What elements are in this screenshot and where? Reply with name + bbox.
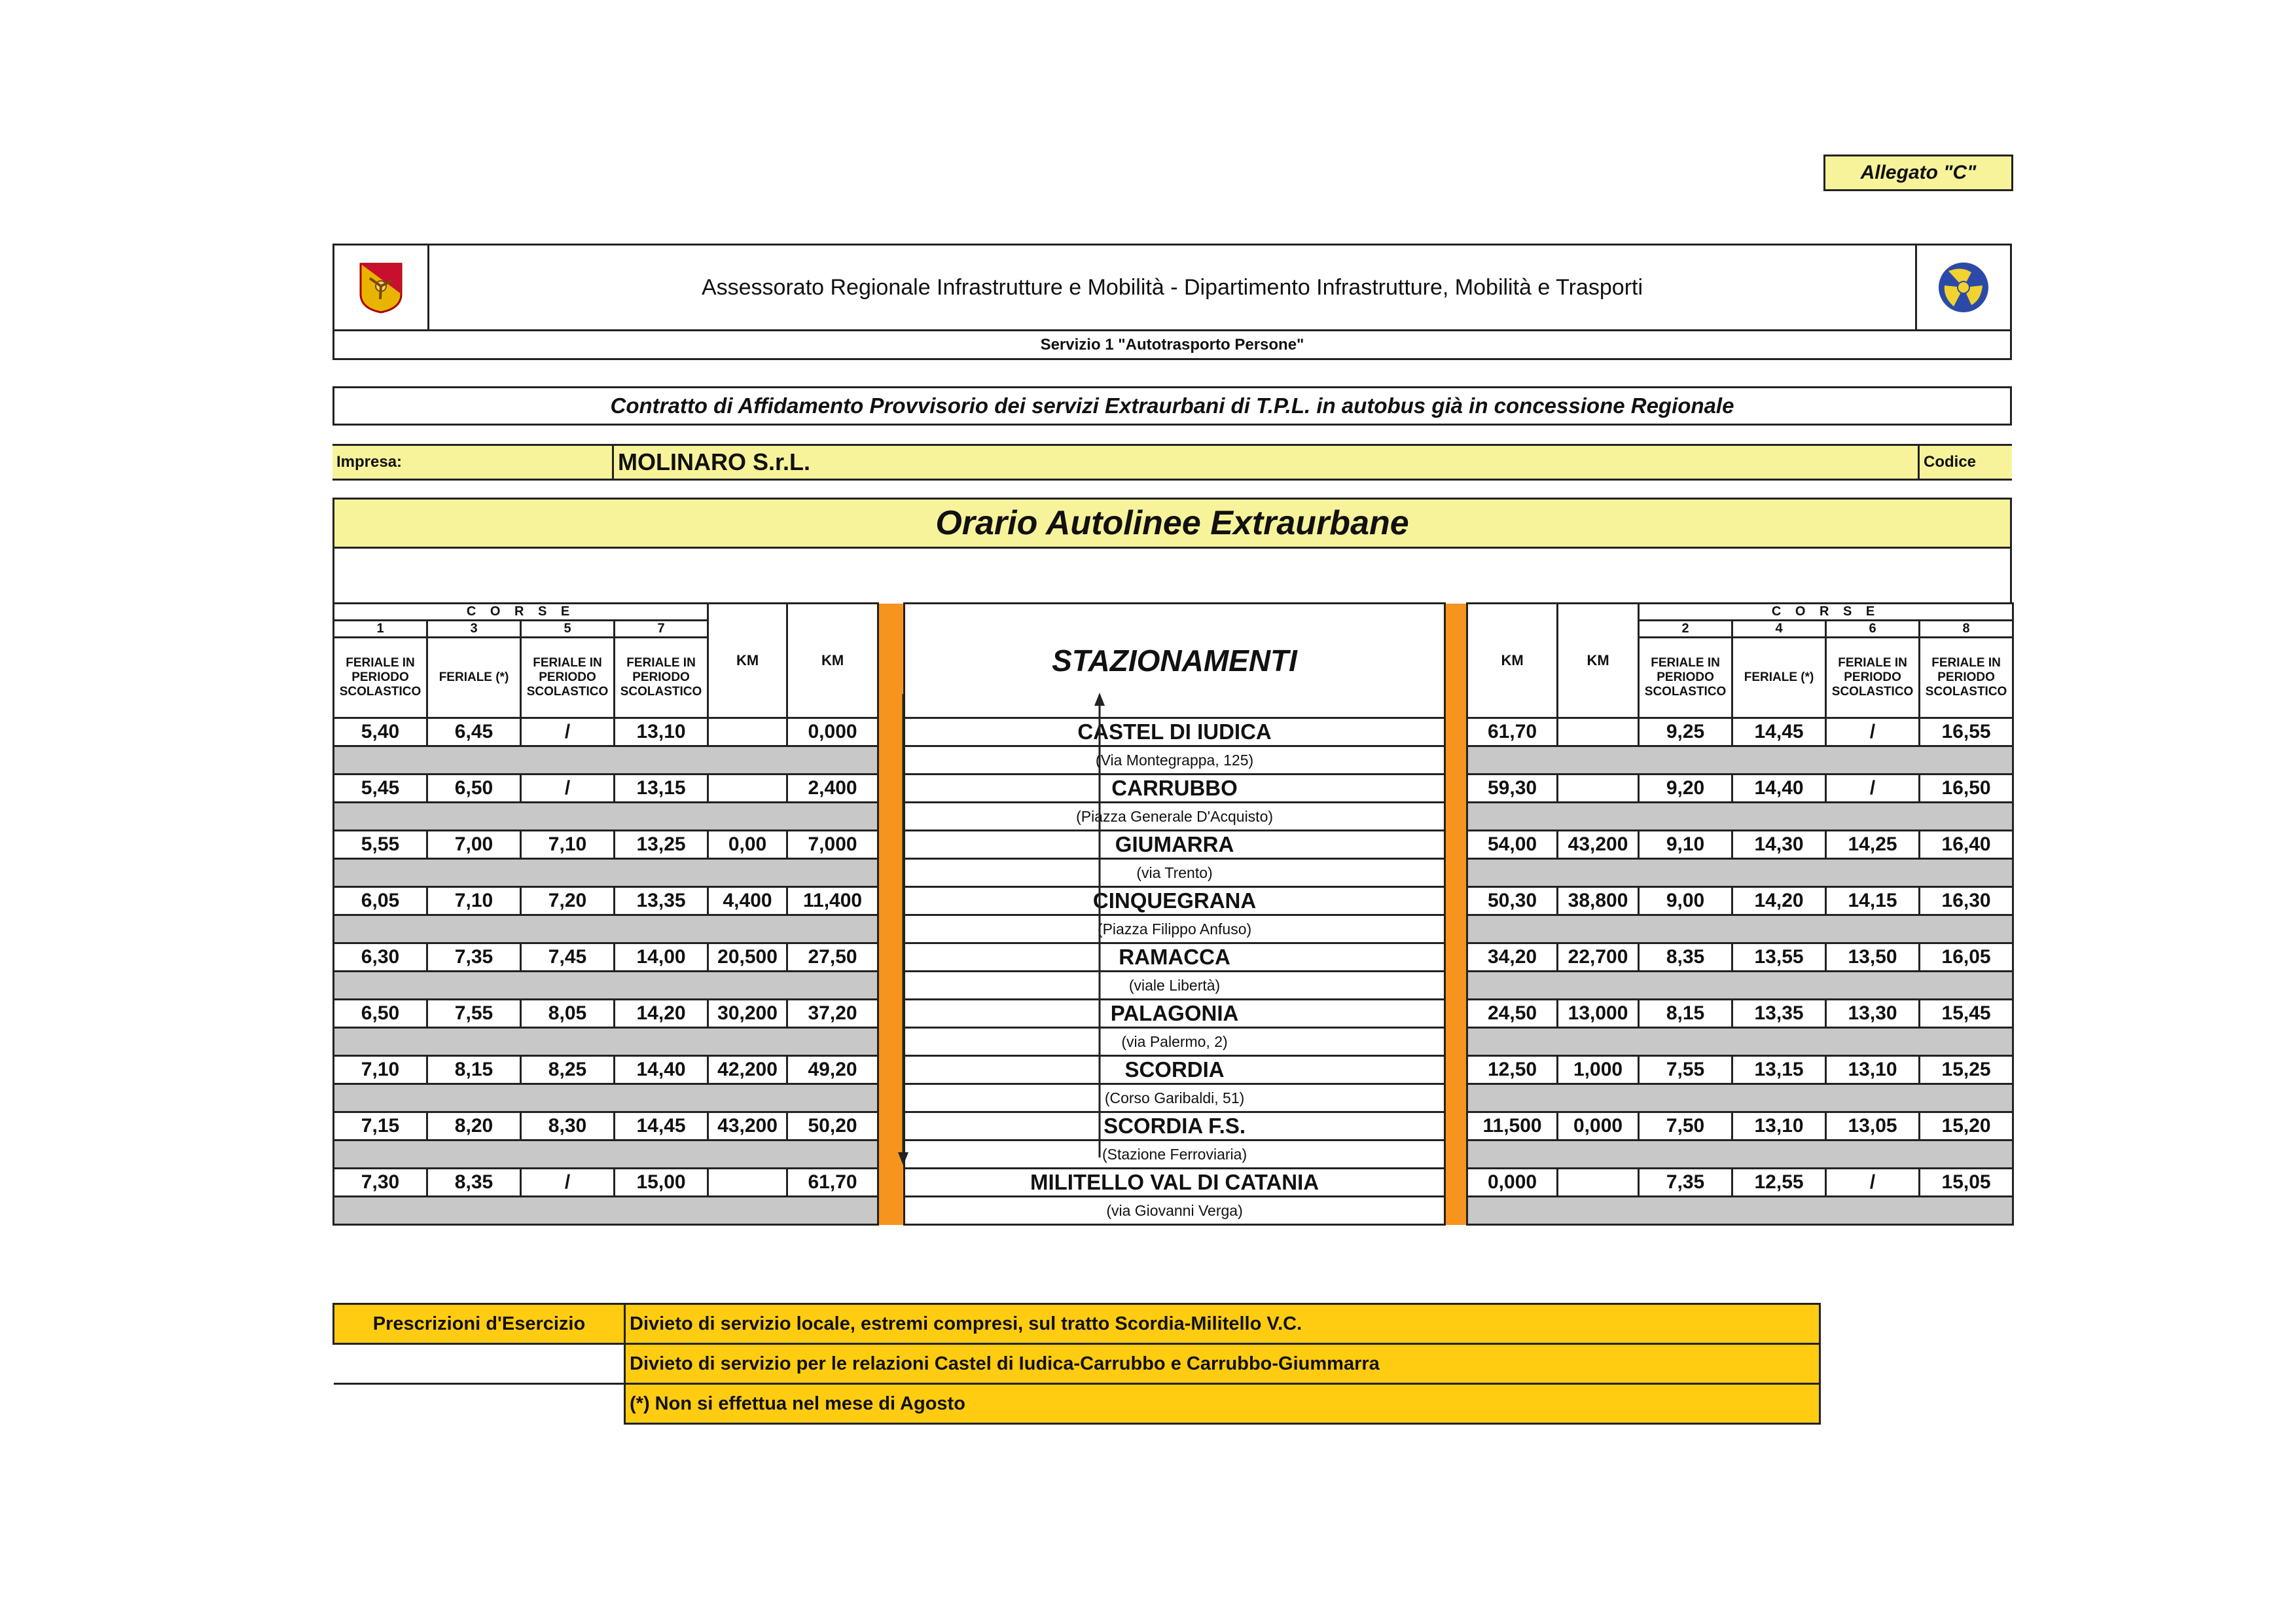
departure-time-left: 7,35: [427, 943, 521, 972]
corsa-number: 7: [615, 621, 708, 638]
km-right-2: 22,700: [1558, 943, 1639, 972]
departure-time-right: 7,35: [1639, 1169, 1732, 1197]
stop-address: (via Trento): [905, 859, 1445, 887]
km-right-2: 43,200: [1558, 831, 1639, 859]
km-left-1: 42,200: [708, 1056, 787, 1084]
departure-time-right: 7,55: [1639, 1056, 1732, 1084]
departure-time-left: 5,40: [334, 718, 427, 746]
prescrizioni-spacer: [334, 1344, 625, 1384]
km-right-1: 50,30: [1467, 887, 1558, 915]
corsa-number: 4: [1732, 621, 1826, 638]
km-right-2: [1558, 1169, 1639, 1197]
departure-time-right: 13,35: [1732, 1000, 1826, 1028]
departure-time-right: 9,20: [1639, 775, 1732, 803]
corsa-type: FERIALE (*): [1732, 638, 1826, 718]
stop-row: [334, 1056, 2013, 1084]
departure-time-left: 13,25: [615, 831, 708, 859]
corsa-type: FERIALE IN PERIODO SCOLASTICO: [334, 638, 427, 718]
gray-spacer: [1467, 915, 2013, 943]
km-right-1: 24,50: [1467, 1000, 1558, 1028]
stop-row: [334, 1000, 2013, 1028]
km-left-1: [708, 718, 787, 746]
departure-time-left: 6,50: [334, 1000, 427, 1028]
gray-spacer: [334, 1140, 878, 1169]
departure-time-left: 7,10: [334, 1056, 427, 1084]
codice-label: Codice: [1918, 446, 2012, 479]
km-left-2: 0,000: [787, 718, 878, 746]
km-right-header-2: KM: [1558, 604, 1639, 718]
departure-time-right: 7,50: [1639, 1112, 1732, 1140]
km-right-1: 59,30: [1467, 775, 1558, 803]
km-left-1: 0,00: [708, 831, 787, 859]
departure-time-left: 8,30: [521, 1112, 615, 1140]
prescrizione-item: Divieto di servizio per le relazioni Castel di Iudica-Carrubbo e Carrubbo-Giummarra: [625, 1344, 1820, 1384]
km-right-1: 61,70: [1467, 718, 1558, 746]
departure-time-left: 14,00: [615, 943, 708, 972]
prescrizioni-label: Prescrizioni d'Esercizio: [334, 1304, 625, 1344]
km-left-2: 11,400: [787, 887, 878, 915]
km-left-2: 49,20: [787, 1056, 878, 1084]
departure-time-right: 13,10: [1732, 1112, 1826, 1140]
km-right-2: [1558, 775, 1639, 803]
gray-spacer: [334, 803, 878, 831]
stop-name: CINQUEGRANA: [905, 887, 1445, 915]
departure-time-left: 7,10: [521, 831, 615, 859]
stop-row: [334, 1169, 2013, 1197]
km-right-1: 0,000: [1467, 1169, 1558, 1197]
departure-time-left: 7,10: [427, 887, 521, 915]
contratto-title: Contratto di Affidamento Provvisorio dei servizi Extraurbani di T.P.L. in autobus già in concessione Regionale: [332, 386, 2012, 426]
departure-time-left: 7,00: [427, 831, 521, 859]
km-left-2: 61,70: [787, 1169, 878, 1197]
departure-time-left: 6,45: [427, 718, 521, 746]
gray-spacer: [334, 915, 878, 943]
gray-spacer: [1467, 1084, 2013, 1112]
address-row: [334, 972, 2013, 1000]
departure-time-right: 14,40: [1732, 775, 1826, 803]
km-right-1: 54,00: [1467, 831, 1558, 859]
departure-time-right: 15,25: [1920, 1056, 2013, 1084]
km-right-2: 0,000: [1558, 1112, 1639, 1140]
departure-time-right: 16,40: [1920, 831, 2013, 859]
address-row: [334, 1028, 2013, 1056]
departure-time-left: 5,55: [334, 831, 427, 859]
stop-row: [334, 718, 2013, 746]
stop-row: [334, 1112, 2013, 1140]
gray-spacer: [1467, 1197, 2013, 1225]
corsa-type: FERIALE IN PERIODO SCOLASTICO: [1920, 638, 2013, 718]
prescrizioni-spacer: [334, 1384, 625, 1424]
departure-time-right: 13,15: [1732, 1056, 1826, 1084]
departure-time-right: 13,05: [1826, 1112, 1920, 1140]
trinacria-logo-icon: [1915, 246, 2010, 329]
corsa-type: FERIALE IN PERIODO SCOLASTICO: [1639, 638, 1732, 718]
departure-time-left: 7,20: [521, 887, 615, 915]
corsa-number: 3: [427, 621, 521, 638]
departure-time-right: 8,35: [1639, 943, 1732, 972]
gray-spacer: [334, 1197, 878, 1225]
km-left-1: 20,500: [708, 943, 787, 972]
corsa-number: 5: [521, 621, 615, 638]
departure-time-right: 16,50: [1920, 775, 2013, 803]
prescrizioni-table: [332, 1303, 1821, 1425]
departure-time-left: 8,05: [521, 1000, 615, 1028]
km-left-2: 27,50: [787, 943, 878, 972]
departure-time-left: 8,25: [521, 1056, 615, 1084]
stop-name: SCORDIA: [905, 1056, 1445, 1084]
departure-time-left: 6,50: [427, 775, 521, 803]
departure-time-left: 8,35: [427, 1169, 521, 1197]
km-left-1: 30,200: [708, 1000, 787, 1028]
sicily-coat-of-arms-icon: [334, 246, 429, 329]
km-right-2: 13,000: [1558, 1000, 1639, 1028]
stop-name: GIUMARRA: [905, 831, 1445, 859]
km-right-2: [1558, 718, 1639, 746]
departure-time-left: 14,45: [615, 1112, 708, 1140]
departure-time-right: 9,00: [1639, 887, 1732, 915]
departure-time-right: 14,20: [1732, 887, 1826, 915]
km-left-1: [708, 1169, 787, 1197]
departure-time-left: 7,55: [427, 1000, 521, 1028]
departure-time-left: 15,00: [615, 1169, 708, 1197]
km-left-2: 50,20: [787, 1112, 878, 1140]
header-box: [332, 244, 2012, 331]
corsa-number: 6: [1826, 621, 1920, 638]
departure-time-left: /: [521, 1169, 615, 1197]
departure-time-right: 16,05: [1920, 943, 2013, 972]
stop-name: PALAGONIA: [905, 1000, 1445, 1028]
departure-time-left: /: [521, 718, 615, 746]
departure-time-left: 6,30: [334, 943, 427, 972]
corsa-number: 8: [1920, 621, 2013, 638]
departure-time-left: 14,20: [615, 1000, 708, 1028]
km-right-header-1: KM: [1467, 604, 1558, 718]
km-right-1: 34,20: [1467, 943, 1558, 972]
stop-name: CARRUBBO: [905, 775, 1445, 803]
departure-time-right: 14,15: [1826, 887, 1920, 915]
departure-time-right: 14,45: [1732, 718, 1826, 746]
departure-time-right: /: [1826, 718, 1920, 746]
stop-row: [334, 775, 2013, 803]
departure-time-right: 12,55: [1732, 1169, 1826, 1197]
timetable: [332, 602, 2014, 1226]
corsa-type: FERIALE IN PERIODO SCOLASTICO: [1826, 638, 1920, 718]
departure-time-right: 13,55: [1732, 943, 1826, 972]
stop-name: SCORDIA F.S.: [905, 1112, 1445, 1140]
gray-spacer: [334, 1084, 878, 1112]
corsa-type: FERIALE IN PERIODO SCOLASTICO: [521, 638, 615, 718]
stop-row: [334, 943, 2013, 972]
header-title: Assessorato Regionale Infrastrutture e Mobilità - Dipartimento Infrastrutture, Mobilità e Trasporti: [701, 274, 1643, 300]
gray-spacer: [334, 972, 878, 1000]
impresa-row: [332, 444, 2012, 481]
corsa-type: FERIALE (*): [427, 638, 521, 718]
departure-time-left: 7,15: [334, 1112, 427, 1140]
departure-time-left: 7,30: [334, 1169, 427, 1197]
departure-time-left: 14,40: [615, 1056, 708, 1084]
gray-spacer: [1467, 1140, 2013, 1169]
impresa-value: MOLINARO S.r.L.: [618, 448, 811, 475]
stop-address: (Piazza Filippo Anfuso): [905, 915, 1445, 943]
departure-time-left: 5,45: [334, 775, 427, 803]
departure-time-right: 16,55: [1920, 718, 2013, 746]
stop-address: (via Palermo, 2): [905, 1028, 1445, 1056]
km-left-header-2: KM: [787, 604, 878, 718]
orange-bar-right: [1445, 604, 1467, 1225]
km-left-1: 4,400: [708, 887, 787, 915]
gray-spacer: [1467, 972, 2013, 1000]
stazionamenti-header: STAZIONAMENTI: [905, 604, 1445, 718]
departure-time-right: 16,30: [1920, 887, 2013, 915]
stop-name: RAMACCA: [905, 943, 1445, 972]
gray-spacer: [334, 746, 878, 775]
gray-spacer: [1467, 746, 2013, 775]
km-left-1: 43,200: [708, 1112, 787, 1140]
address-row: [334, 746, 2013, 775]
corsa-number: 1: [334, 621, 427, 638]
departure-time-left: /: [521, 775, 615, 803]
departure-time-right: 15,45: [1920, 1000, 2013, 1028]
departure-time-left: 7,45: [521, 943, 615, 972]
departure-time-right: 15,20: [1920, 1112, 2013, 1140]
departure-time-right: 15,05: [1920, 1169, 2013, 1197]
allegato-label: Allegato "C": [1823, 155, 2013, 191]
departure-time-left: 6,05: [334, 887, 427, 915]
impresa-label: Impresa:: [332, 446, 614, 479]
km-left-2: 37,20: [787, 1000, 878, 1028]
address-row: [334, 1084, 2013, 1112]
prescrizione-item: Divieto di servizio locale, estremi compresi, sul tratto Scordia-Militello V.C.: [625, 1304, 1820, 1344]
corsa-type: FERIALE IN PERIODO SCOLASTICO: [615, 638, 708, 718]
blank-spacer: [332, 549, 2012, 604]
km-left-2: 2,400: [787, 775, 878, 803]
departure-time-right: 9,10: [1639, 831, 1732, 859]
orange-bar-left: [878, 604, 905, 1225]
gray-spacer: [1467, 859, 2013, 887]
prescrizione-item: (*) Non si effettua nel mese di Agosto: [625, 1384, 1820, 1424]
departure-time-right: /: [1826, 775, 1920, 803]
km-left-header-1: KM: [708, 604, 787, 718]
gray-spacer: [1467, 803, 2013, 831]
departure-time-left: 13,35: [615, 887, 708, 915]
address-row: [334, 803, 2013, 831]
address-row: [334, 859, 2013, 887]
stop-address: (Via Montegrappa, 125): [905, 746, 1445, 775]
departure-time-left: 8,15: [427, 1056, 521, 1084]
departure-time-right: 13,30: [1826, 1000, 1920, 1028]
stop-name: CASTEL DI IUDICA: [905, 718, 1445, 746]
stop-name: MILITELLO VAL DI CATANIA: [905, 1169, 1445, 1197]
servizio-label: Servizio 1 "Autotrasporto Persone": [332, 331, 2012, 360]
km-right-1: 12,50: [1467, 1056, 1558, 1084]
address-row: [334, 1197, 2013, 1225]
stop-row: [334, 831, 2013, 859]
departure-time-left: 13,15: [615, 775, 708, 803]
corse-right-label: C O R S E: [1639, 604, 2013, 621]
gray-spacer: [334, 1028, 878, 1056]
stop-address: (Piazza Generale D'Acquisto): [905, 803, 1445, 831]
departure-time-right: 9,25: [1639, 718, 1732, 746]
departure-time-right: 14,25: [1826, 831, 1920, 859]
stop-address: (viale Libertà): [905, 972, 1445, 1000]
corsa-number: 2: [1639, 621, 1732, 638]
departure-time-right: 14,30: [1732, 831, 1826, 859]
stop-address: (Stazione Ferroviaria): [905, 1140, 1445, 1169]
departure-time-right: 13,10: [1826, 1056, 1920, 1084]
address-row: [334, 915, 2013, 943]
orario-title: Orario Autolinee Extraurbane: [332, 498, 2012, 549]
km-right-2: 38,800: [1558, 887, 1639, 915]
departure-time-left: 13,10: [615, 718, 708, 746]
departure-time-left: 8,20: [427, 1112, 521, 1140]
km-left-2: 7,000: [787, 831, 878, 859]
departure-time-right: /: [1826, 1169, 1920, 1197]
departure-time-right: 13,50: [1826, 943, 1920, 972]
address-row: [334, 1140, 2013, 1169]
stop-address: (via Giovanni Verga): [905, 1197, 1445, 1225]
corse-left-label: C O R S E: [334, 604, 708, 621]
stop-address: (Corso Garibaldi, 51): [905, 1084, 1445, 1112]
gray-spacer: [334, 859, 878, 887]
km-right-2: 1,000: [1558, 1056, 1639, 1084]
departure-time-right: 8,15: [1639, 1000, 1732, 1028]
stop-row: [334, 887, 2013, 915]
km-right-1: 11,500: [1467, 1112, 1558, 1140]
km-left-1: [708, 775, 787, 803]
gray-spacer: [1467, 1028, 2013, 1056]
